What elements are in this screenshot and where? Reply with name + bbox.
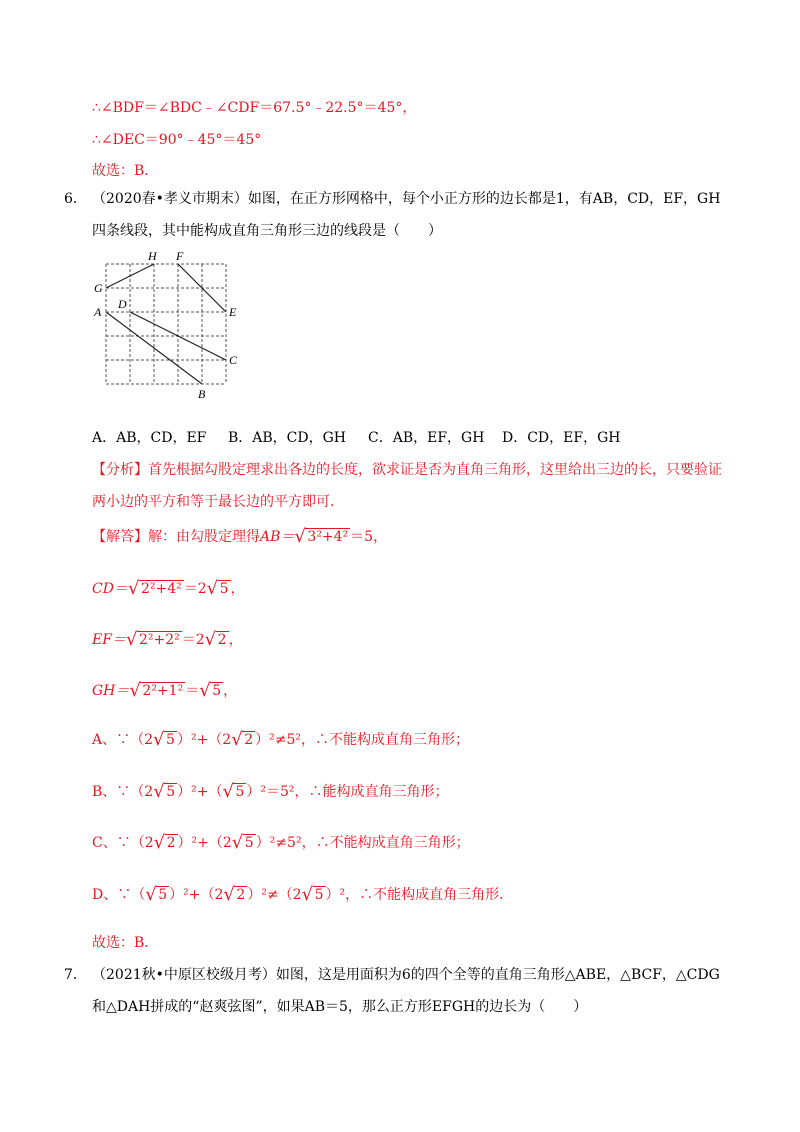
- opt-a-r1: 5: [166, 732, 175, 748]
- gh-rhs-coef: ＝: [185, 683, 200, 699]
- q6-option-d: D．CD，EF，GH: [502, 430, 621, 446]
- ab-radicand: 3²+4²: [307, 529, 349, 545]
- opt-a-pre: A、∵（2: [92, 732, 154, 748]
- ef-rhs-coef: ＝2: [181, 632, 205, 648]
- ef-radicand: 2²+2²: [138, 632, 180, 648]
- ab-lhs: AB＝: [260, 529, 295, 545]
- q6-stem-line-2: 四条线段，其中能构成直角三角形三边的线段是（ ）: [92, 223, 442, 239]
- label-G: G: [94, 281, 103, 295]
- cd-rhs-radical: 5: [219, 581, 229, 597]
- q6-analysis-line-2: 两小边的平方和等于最长边的平方即可．: [92, 494, 344, 510]
- opt-c-r1: 2: [166, 835, 176, 851]
- opt-c-mid: ）²+（2: [177, 835, 232, 851]
- cd-lhs: CD＝: [92, 581, 128, 597]
- gh-tail: ，: [223, 683, 238, 699]
- gh-lhs: GH＝: [92, 683, 130, 699]
- q6-analysis-line-1: 【分析】首先根据勾股定理求出各边的长度，欲求证是否为直角三角形，这里给出三边的长，只要验证: [92, 462, 722, 478]
- label-D: D: [118, 297, 127, 311]
- opt-b-post: ）²＝5²，∴能构成直角三角形；: [246, 784, 449, 800]
- q7-number: 7．: [64, 967, 87, 983]
- label-C: C: [229, 353, 238, 367]
- label-B: B: [198, 387, 206, 401]
- ab-rhs: ＝5，: [350, 529, 388, 545]
- gh-radicand: 2²+1²: [142, 683, 184, 699]
- opt-c-r2: 5: [244, 835, 254, 851]
- q6-option-a: A．AB，CD，EF: [92, 430, 207, 446]
- opt-d-r3: 5: [314, 887, 324, 903]
- ef-lhs: EF＝: [92, 632, 126, 648]
- opt-a-post: ）²≠5²，∴不能构成直角三角形；: [255, 732, 469, 748]
- opt-b-r2: 5: [235, 784, 245, 800]
- check-option-a: [92, 729, 469, 749]
- ab-equation: [92, 526, 387, 546]
- opt-b-mid: ）²+（: [177, 784, 223, 800]
- opt-b-r1: 5: [166, 784, 176, 800]
- opt-d-pre: D、∵（: [92, 887, 146, 903]
- cd-tail: ，: [230, 581, 245, 597]
- label-H: H: [148, 249, 157, 263]
- q7-stem-line-2: 和△DAH拼成的“赵爽弦图”，如果AB＝5，那么正方形EFGH的边长为（ ）: [92, 999, 588, 1015]
- q6-option-c: C．AB，EF，GH: [368, 430, 485, 446]
- opt-b-pre: B、∵（2: [92, 784, 154, 800]
- cd-radicand: 2²+4²: [140, 581, 182, 597]
- solution-head: 【解答】解：由勾股定理得: [92, 529, 260, 545]
- opt-d-post: ）²，∴不能构成直角三角形．: [325, 887, 514, 903]
- q6-stem-line-1: （2020春•孝义市期末）如图，在正方形网格中，每个小正方形的边长都是1，有AB，CD，EF，GH: [92, 191, 721, 207]
- label-A: A: [94, 305, 102, 319]
- prev-answer: 故选：B．: [92, 163, 159, 179]
- q7-stem-line-1: （2021秋•中原区校级月考）如图，这是用面积为6的四个全等的直角三角形△ABE，△BCF，△CDG: [92, 967, 720, 983]
- q6-number: 6．: [64, 191, 87, 207]
- opt-d-r2: 2: [236, 887, 246, 903]
- q6-grid-figure: [90, 244, 250, 404]
- opt-a-mid: ）²+（2: [176, 732, 232, 748]
- opt-c-post: ）²≠5²，∴不能构成直角三角形；: [255, 835, 470, 851]
- prev-solution-line-1: ∴∠BDF＝∠BDC﹣∠CDF＝67.5°﹣22.5°＝45°，: [92, 100, 417, 116]
- opt-c-pre: C、∵（2: [92, 835, 154, 851]
- gh-rhs-radical: 5: [212, 683, 222, 699]
- ef-tail: ，: [228, 632, 243, 648]
- opt-d-mid: ）²+（2: [169, 887, 224, 903]
- ef-equation: [92, 629, 243, 649]
- q6-answer: 故选：B．: [92, 935, 159, 951]
- check-option-d: [92, 884, 513, 904]
- ef-rhs-radical: 2: [217, 632, 227, 648]
- cd-rhs-coef: ＝2: [183, 581, 207, 597]
- opt-a-r2: 2: [244, 732, 254, 748]
- label-F: F: [176, 249, 184, 263]
- gh-equation: [92, 680, 237, 700]
- label-E: E: [229, 305, 237, 319]
- check-option-b: [92, 781, 449, 801]
- q6-option-b: B．AB，CD，GH: [228, 430, 347, 446]
- cd-equation: [92, 578, 245, 598]
- check-option-c: [92, 832, 470, 852]
- prev-solution-line-2: ∴∠DEC＝90°﹣45°＝45°: [92, 132, 262, 148]
- opt-d-r1: 5: [158, 887, 168, 903]
- opt-d-mid2: ）²≠（2: [247, 887, 302, 903]
